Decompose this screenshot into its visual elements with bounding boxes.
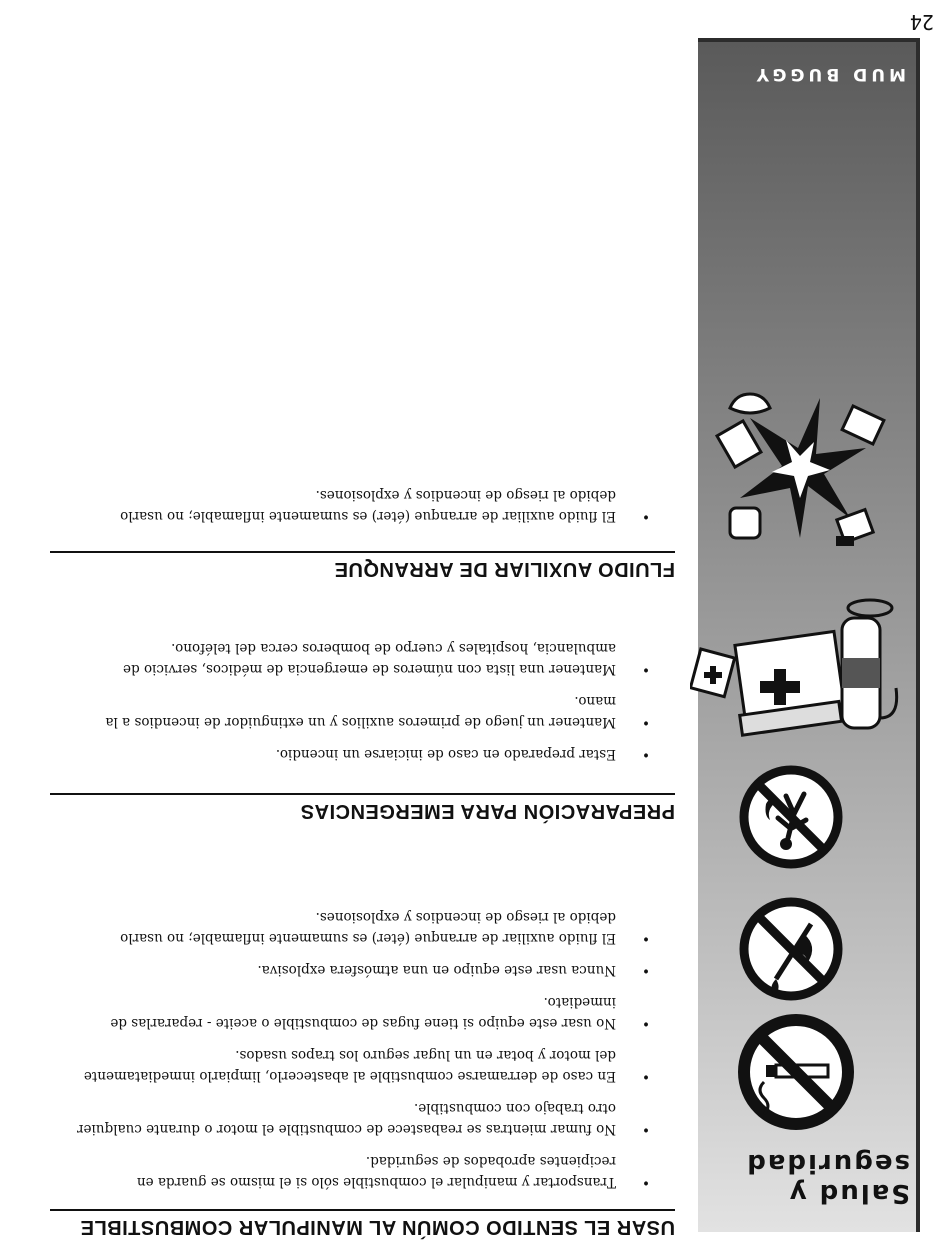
sidebar-title-line1: Salud y xyxy=(787,1178,910,1208)
fuel-handling-list xyxy=(70,895,650,1192)
sidebar-subtitle: MUD BUGGY xyxy=(752,64,906,84)
list-item: • Mantener un juego de primeros auxilios y un extinguidor de incendios a la mano. xyxy=(70,690,650,732)
list-item: • No usar este equipo si tiene fugas de combustible o aceite - repararlas de inmediato. xyxy=(70,991,650,1033)
list-item: • El fluido auxiliar de arranque (éter) es sumamente inflamable; no usarlo debido al riesgo de incendios y explosiones. xyxy=(70,484,650,526)
no-open-flame-icon xyxy=(736,894,846,1004)
starting-fluid-list xyxy=(70,473,650,526)
list-item: • No fumar mientras se reabastece de combustible el motor o durante cualquier otro trabajo con combustible. xyxy=(70,1097,650,1139)
section-title-fuel-handling: USAR EL SENTIDO COMÚN AL MANIPULAR COMBUSTIBLE xyxy=(50,1209,675,1238)
sidebar-title xyxy=(730,1148,910,1208)
section-title-emergency: PREPARACIÓN PARA EMERGENCIAS xyxy=(50,793,675,822)
first-aid-kit-icon xyxy=(690,598,910,748)
no-fire-person-icon xyxy=(736,762,846,872)
list-item: • Mantener una lista con números de emergencia de médicos, servicio de ambulancia, hospitales y cuerpo de bomberos cerca del teléfono. xyxy=(70,637,650,679)
list-item: • Estar preparado en caso de iniciarse un incendio. xyxy=(70,743,650,764)
emergency-list xyxy=(70,626,650,764)
list-item: • En caso de derramarse combustible al abastecerlo, limpiarlo inmediatamente del motor y botar en un lugar seguro los trapos usados. xyxy=(70,1044,650,1086)
list-item: • Transportar y manipular el combustible sólo si el mismo se guarda en recipientes aprobados de seguridad. xyxy=(70,1150,650,1192)
page-number: 24 xyxy=(909,10,934,34)
section-title-starting-fluid: FLUIDO AUXILIAR DE ARRANQUE xyxy=(50,551,675,580)
sidebar-title-line2: seguridad xyxy=(745,1148,910,1178)
no-smoking-icon xyxy=(736,1012,856,1132)
list-item: • El fluido auxiliar de arranque (éter) es sumamente inflamable; no usarlo debido al riesgo de incendios y explosiones. xyxy=(70,906,650,948)
list-item: • Nunca usar este equipo en una atmósfera explosiva. xyxy=(70,959,650,980)
explosion-icon xyxy=(710,378,890,558)
